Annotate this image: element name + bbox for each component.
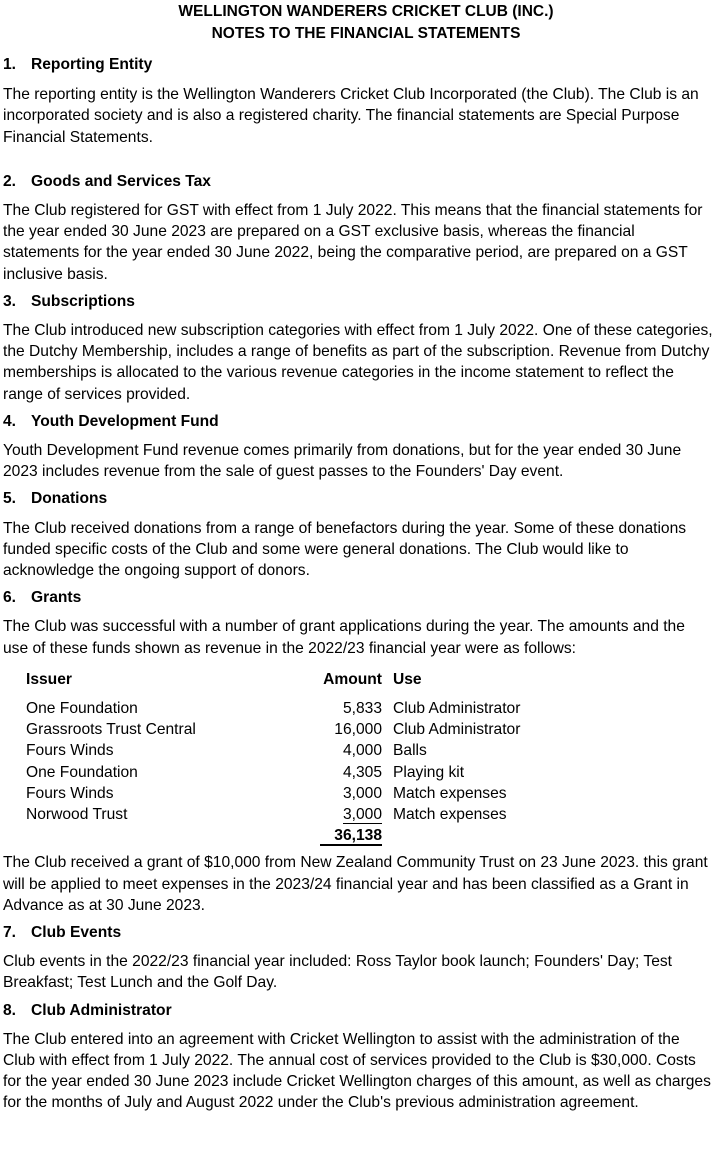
header-use: Use xyxy=(393,670,422,688)
club-title: WELLINGTON WANDERERS CRICKET CLUB (INC.) xyxy=(178,3,554,20)
section-club-administrator xyxy=(3,1000,714,1114)
section-heading: 5. Donations xyxy=(3,490,108,508)
section-gst xyxy=(3,171,714,285)
header-issuer: Issuer xyxy=(26,670,72,688)
section-paragraph: Youth Development Fund revenue comes primarily from donations, but for the year ended 30 June 2023 includes revenue from the sale of guest passes to the Founders' Day event. xyxy=(3,442,682,481)
section-paragraph: The Club entered into an agreement with Cricket Wellington to assist with the administration of the Club with effect from 1 July 2022. The annual cost of services provided to the Club is $30,000. Costs for the year ended 30 June 2023 include Cricket Wellington charges of this amount, as well as charges for the months of July and August 2022 under the Club's previous administration agreement. xyxy=(3,1030,711,1112)
section-youth-development-fund xyxy=(3,411,714,483)
section-paragraph: The reporting entity is the Wellington Wanderers Cricket Club Incorporated (the Club). The Club is an incorporated society and is also a registered charity. The financial statements are Special Purpose Financial Statements. xyxy=(3,86,699,146)
table-row: Fours Winds 3,000 Match expenses xyxy=(26,784,507,802)
section-heading: 1. Reporting Entity xyxy=(3,56,153,73)
table-row: Grassroots Trust Central 16,000 Club Administrator xyxy=(26,721,521,739)
section-paragraph: Club events in the 2022/23 financial year included: Ross Taylor book launch; Founders' Day; Test Breakfast; Test Lunch and the Golf Day. xyxy=(3,953,672,992)
section-grants xyxy=(3,587,714,916)
section-reporting-entity xyxy=(3,54,714,148)
section-heading: 6. Grants xyxy=(3,589,82,607)
section-paragraph: The Club received donations from a range of benefactors during the year. Some of these donations funded specific costs of the Club and some were general donations. The Club would like to acknowledge the ongoing support of donors. xyxy=(3,519,687,580)
table-total-row xyxy=(26,825,714,846)
section-paragraph: The Club introduced new subscription categories with effect from 1 July 2022. One of these categories, the Dutchy Membership, includes a range of benefits as part of the subscription. Revenue from Dutchy memberships is allocated to the various revenue categories in the income statement to reflect the range of services provided. xyxy=(3,322,713,403)
section-paragraph: The Club registered for GST with effect from 1 July 2022. This means that the financial statements for the year ended 30 June 2023 are prepared on a GST exclusive basis, whereas the financial statements for the year ended 30 June 2022, being the comparative period, are prepared on a GST inclusive basis. xyxy=(3,202,703,283)
section-heading: 8. Club Administrator xyxy=(3,1001,172,1019)
header-amount: Amount xyxy=(323,670,382,688)
section-club-events xyxy=(3,922,714,994)
table-header-row xyxy=(26,669,714,690)
section-paragraph: The Club received a grant of $10,000 from New Zealand Community Trust on 23 June 2023. this grant will be applied to meet expenses in the 2023/24 financial year and has been classified as a Grant in Advance as at 30 June 2023. xyxy=(3,854,708,914)
section-subscriptions xyxy=(3,291,714,405)
document-title: NOTES TO THE FINANCIAL STATEMENTS xyxy=(211,25,521,42)
grants-table xyxy=(26,669,714,847)
section-paragraph: The Club was successful with a number of grant applications during the year. The amounts and the use of these funds shown as revenue in the 2022/23 financial year were as follows: xyxy=(3,618,685,657)
section-heading: 4. Youth Development Fund xyxy=(3,412,219,430)
table-row: Norwood Trust 3,000 Match expenses xyxy=(26,806,507,823)
grants-total: 36,138 xyxy=(320,827,382,846)
table-row: Fours Winds 4,000 Balls xyxy=(26,742,427,760)
section-heading: 7. Club Events xyxy=(3,923,122,941)
section-donations xyxy=(3,488,714,581)
table-row: One Foundation 5,833 Club Administrator xyxy=(26,700,521,718)
section-heading: 3. Subscriptions xyxy=(3,292,135,310)
section-heading: 2. Goods and Services Tax xyxy=(3,172,211,190)
table-row: One Foundation 4,305 Playing kit xyxy=(26,763,465,781)
